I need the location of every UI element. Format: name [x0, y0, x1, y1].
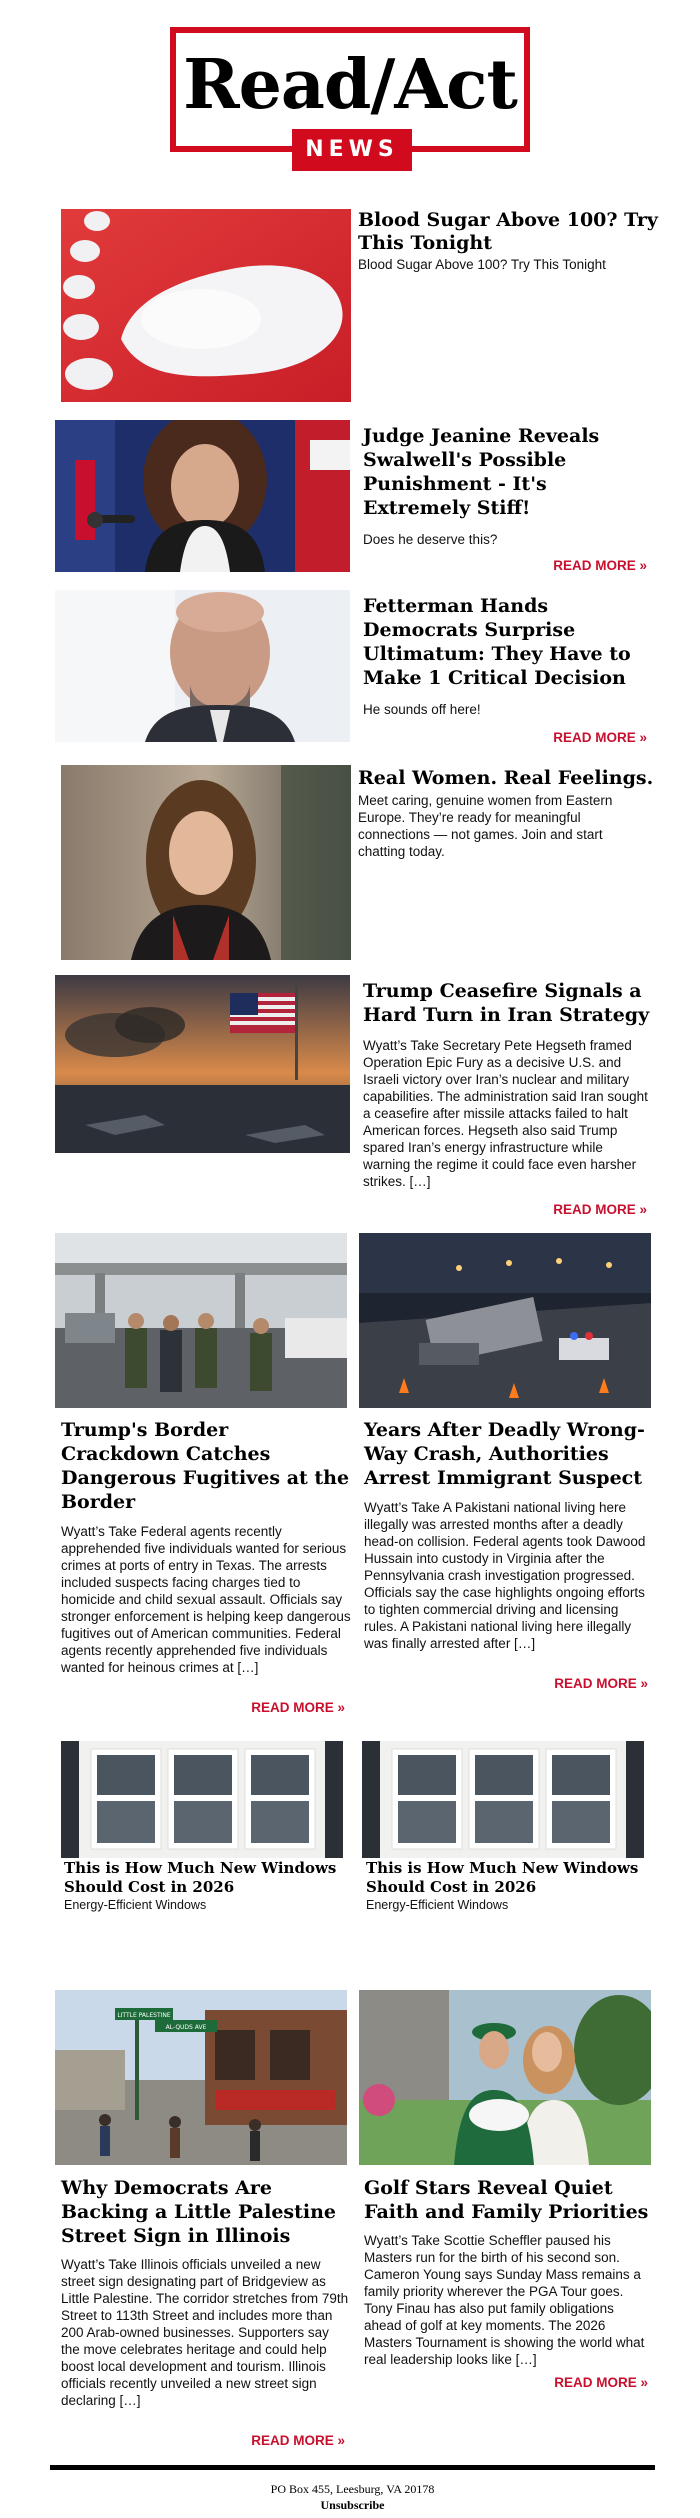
palestine-image[interactable] [55, 1990, 347, 2165]
women-image[interactable] [61, 765, 351, 960]
jeanine-title[interactable]: Judge Jeanine Reveals Swalwell's Possible Punishment - It's Extremely Stiff! [363, 425, 600, 519]
windows-desc-left: Energy-Efficient Windows [64, 1898, 207, 1912]
crash-title[interactable]: Years After Deadly Wrong-Way Crash, Authorities Arrest Immigrant Suspect [364, 1419, 645, 1489]
logo-news-badge: NEWS [292, 129, 412, 171]
windows-desc-right: Energy-Efficient Windows [366, 1898, 509, 1912]
windows-title-left[interactable]: This is How Much New Windows Should Cost in 2026 [64, 1859, 337, 1896]
fetterman-read-more[interactable]: READ MORE » [553, 730, 647, 745]
fetterman-title[interactable]: Fetterman Hands Democrats Surprise Ultimatum: They Have to Make 1 Critical Decision [363, 595, 631, 689]
ceasefire-read-more[interactable]: READ MORE » [553, 1202, 647, 1217]
windows-title-right[interactable]: This is How Much New Windows Should Cost in 2026 [366, 1859, 639, 1896]
palestine-title[interactable]: Why Democrats Are Backing a Little Palestine Street Sign in Illinois [61, 2177, 336, 2247]
border-title[interactable]: Trump's Border Crackdown Catches Dangerous Fugitives at the Border [61, 1419, 350, 1513]
women-title[interactable]: Real Women. Real Feelings. [358, 767, 654, 789]
golf-image[interactable] [359, 1990, 651, 2165]
sugar-image[interactable] [61, 209, 351, 402]
footer-divider [50, 2465, 655, 2470]
jeanine-desc: Does he deserve this? [363, 532, 498, 547]
border-read-more[interactable]: READ MORE » [251, 1700, 345, 1715]
fetterman-image[interactable] [55, 590, 350, 742]
golf-title[interactable]: Golf Stars Reveal Quiet Faith and Family Priorities [364, 2177, 649, 2223]
windows-image-right[interactable] [362, 1741, 644, 1858]
golf-desc: Wyatt’s Take Scottie Scheffler paused his Masters run for the birth of his second son. Cameron Young says Sunday Mass remains a family priority wherever the PGA Tour goes. Tony Finau has also put family obligations ahead of golf at key moments. The 2026 Masters Tournament is showing the world what real leadership looks like […] [364, 2233, 645, 2367]
footer-address: PO Box 455, Leesburg, VA 20178 [270, 2482, 435, 2496]
women-desc: Meet caring, genuine women from Eastern Europe. They’re ready for meaningful connections — not games. Join and start chatting today. [358, 793, 613, 859]
jeanine-image[interactable] [55, 420, 350, 572]
ceasefire-title[interactable]: Trump Ceasefire Signals a Hard Turn in Iran Strategy [363, 980, 650, 1026]
border-image[interactable] [55, 1233, 347, 1408]
unsubscribe-link[interactable]: Unsubscribe [320, 2498, 385, 2512]
sugar-title[interactable]: Blood Sugar Above 100? Try This Tonight [358, 209, 658, 254]
border-desc: Wyatt’s Take Federal agents recently apprehended five individuals wanted for serious crimes at ports of entry in Texas. The arrests included suspects facing charges tied to homicide and child sexual assault. Officials say stronger enforcement is helping keep dangerous fugitives out of American communities. Federal agents recently apprehended five individuals wanted for heinous crimes at […] [61, 1524, 351, 1675]
street-sign-little-palestine: LITTLE PALESTINE [117, 2012, 171, 2019]
fetterman-desc: He sounds off here! [363, 702, 481, 717]
golf-read-more[interactable]: READ MORE » [554, 2375, 648, 2390]
ceasefire-image[interactable] [55, 975, 350, 1153]
logo-wordmark: Read/Act [183, 45, 517, 125]
crash-desc: Wyatt’s Take A Pakistani national living here illegally was arrested months after a deadly head-on collision. Federal agents took Dawood Hussain into custody in Virginia after the Pennsylvania crash investigation progressed. Officials say the case highlights ongoing efforts to tighten commercial driving and licensing rules. A Pakistani national living here illegally was finally arrested after […] [364, 1500, 646, 1651]
crash-image[interactable] [359, 1233, 651, 1408]
palestine-desc: Wyatt’s Take Illinois officials unveiled a new street sign designating part of Bridgeview as Little Palestine. The corridor stretches from 79th Street to 113th Street and includes more than 200 Arab-owned businesses. Supporters say the move celebrates heritage and could help boost local development and tourism. Illinois officials recently unveiled a new street sign declaring […] [61, 2257, 349, 2408]
street-sign-al-quds: AL-QUDS AVE [165, 2024, 207, 2031]
palestine-read-more[interactable]: READ MORE » [251, 2433, 345, 2448]
jeanine-read-more[interactable]: READ MORE » [553, 558, 647, 573]
windows-image-left[interactable] [61, 1741, 343, 1858]
sugar-desc: Blood Sugar Above 100? Try This Tonight [358, 257, 606, 272]
ceasefire-desc: Wyatt’s Take Secretary Pete Hegseth framed Operation Epic Fury as a decisive U.S. and Israeli victory over Iran’s nuclear and military capabilities. The administration said Iran sought a ceasefire after missile attacks failed to halt American forces. Hegseth also said Trump spared Iran’s energy infrastructure while warning the regime it could face even harsher strikes. […] [363, 1038, 648, 1189]
crash-read-more[interactable]: READ MORE » [554, 1676, 648, 1691]
